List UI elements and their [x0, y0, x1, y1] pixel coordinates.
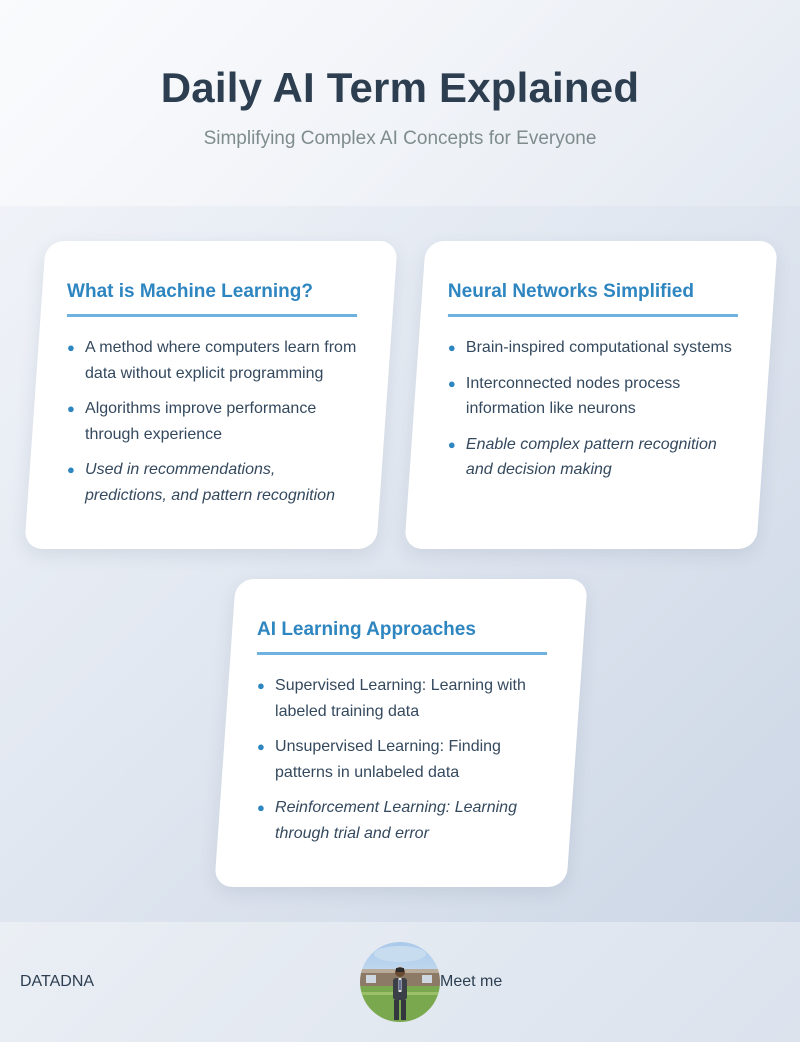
card-machine-learning: [24, 241, 398, 549]
meet-me-link[interactable]: Meet me: [440, 973, 503, 990]
bullet-dot-icon: ●: [257, 800, 265, 815]
bullet-dot-icon: ●: [257, 739, 265, 754]
bullet-dot-icon: ●: [447, 375, 456, 391]
avatar[interactable]: [360, 942, 440, 1022]
card-neural-networks: [404, 241, 778, 549]
card-title: AI Learning Approaches: [257, 619, 547, 655]
bullet-dot-icon: ●: [447, 340, 456, 355]
brand-name: DATADNA: [20, 973, 95, 990]
card-list: [257, 673, 547, 846]
list-item: ● Unsupervised Learning: Finding patterns in unlabeled data: [257, 734, 547, 785]
list-item: ● A method where computers learn from data without explicit programming: [67, 335, 357, 386]
list-item: ● Algorithms improve performance through experience: [67, 396, 357, 447]
page-footer: [0, 922, 800, 1042]
bullet-dot-icon: ●: [67, 340, 75, 355]
card-list: [67, 335, 357, 508]
page-title: Daily AI Term Explained: [160, 64, 640, 111]
list-item: ● Supervised Learning: Learning with labeled training data: [257, 673, 547, 724]
card-ai-learning-approaches: [214, 579, 588, 887]
page-header: [0, 0, 800, 206]
bullet-dot-icon: ●: [257, 678, 265, 693]
bullet-dot-icon: ●: [67, 462, 75, 477]
card-title: What is Machine Learning?: [67, 281, 357, 317]
list-item: ● Brain-inspired computational systems: [448, 335, 738, 361]
bullet-dot-icon: ●: [447, 436, 456, 452]
list-item: ● Used in recommendations, predictions, and pattern recognition: [67, 457, 357, 508]
card-title: Neural Networks Simplified: [448, 281, 738, 317]
list-item: ● Enable complex pattern recognition and decision making: [448, 432, 738, 483]
card-list: [448, 335, 738, 483]
list-item: ● Reinforcement Learning: Learning through trial and error: [257, 795, 547, 846]
bullet-dot-icon: ●: [67, 401, 75, 416]
page-subtitle: Simplifying Complex AI Concepts for Everyone: [203, 128, 597, 149]
list-item: ● Interconnected nodes process information like neurons: [448, 371, 738, 422]
